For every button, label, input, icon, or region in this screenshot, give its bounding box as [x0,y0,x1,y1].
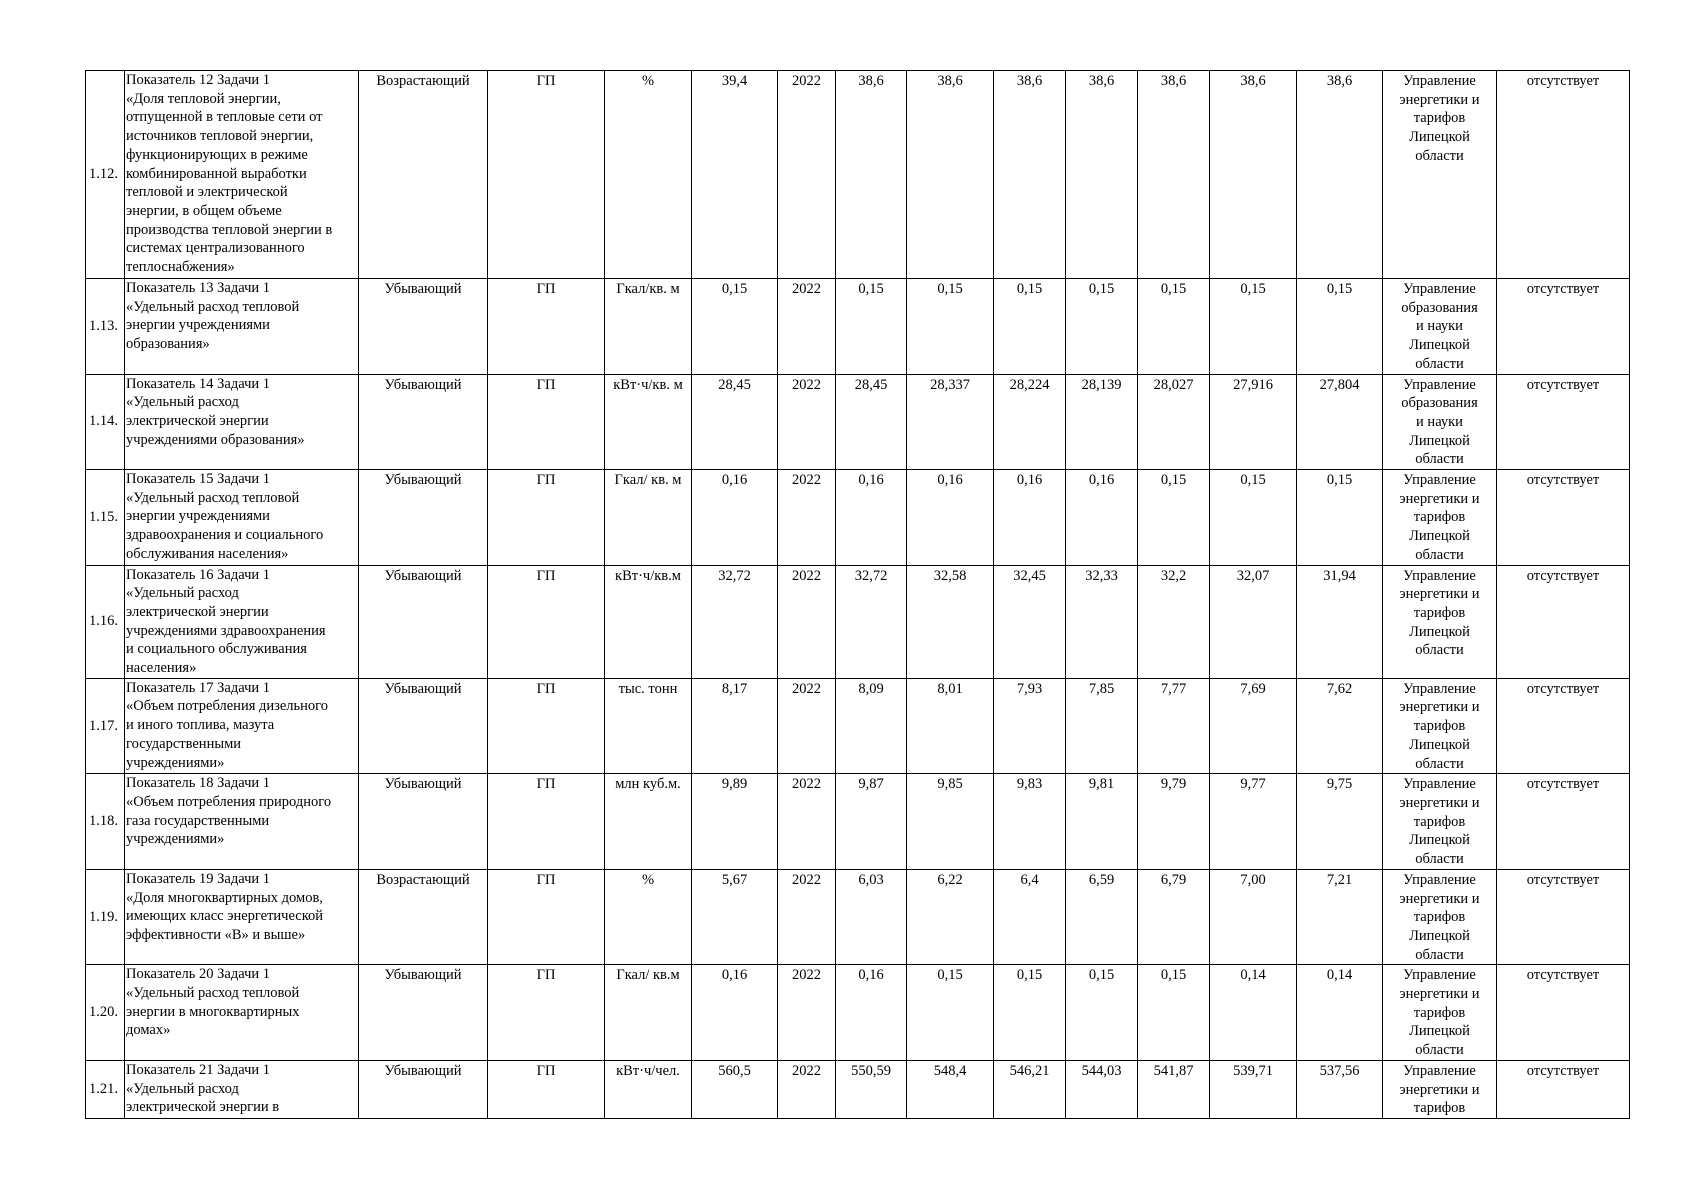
year-value: 9,75 [1297,774,1383,870]
indicator-unit: Гкал/кв. м [605,279,692,375]
indicator-name: Показатель 21 Задачи 1 «Удельный расход электрической энергии в [125,1060,359,1118]
base-year: 2022 [778,374,836,470]
year-value: 541,87 [1138,1060,1210,1118]
responsible-authority: Управление энергетики и тарифов Липецкой области [1383,678,1497,774]
row-number: 1.18. [86,774,125,870]
year-value: 9,81 [1066,774,1138,870]
year-value: 8,09 [836,678,907,774]
indicator-unit: Гкал/ кв.м [605,965,692,1061]
indicator-name: Показатель 16 Задачи 1 «Удельный расход электрической энергии учреждениями здравоохранения и социального обслуживания населения» [125,565,359,678]
row-number: 1.15. [86,470,125,566]
row-number: 1.17. [86,678,125,774]
year-value: 0,15 [907,279,994,375]
year-value: 27,804 [1297,374,1383,470]
indicator-level: ГП [488,965,605,1061]
year-value: 550,59 [836,1060,907,1118]
indicator-name: Показатель 19 Задачи 1 «Доля многоквартирных домов, имеющих класс энергетической эффективности «В» и выше» [125,869,359,965]
year-value: 7,85 [1066,678,1138,774]
indicator-name: Показатель 20 Задачи 1 «Удельный расход тепловой энергии в многоквартирных домах» [125,965,359,1061]
base-value: 0,16 [692,965,778,1061]
indicator-level: ГП [488,470,605,566]
indicator-name: Показатель 13 Задачи 1 «Удельный расход тепловой энергии учреждениями образования» [125,279,359,375]
year-value: 32,72 [836,565,907,678]
year-value: 0,15 [1066,965,1138,1061]
indicator-level: ГП [488,374,605,470]
year-value: 7,93 [994,678,1066,774]
base-value: 5,67 [692,869,778,965]
link-info: отсутствует [1497,71,1630,279]
year-value: 0,15 [1297,279,1383,375]
year-value: 28,337 [907,374,994,470]
year-value: 38,6 [836,71,907,279]
year-value: 0,15 [1138,279,1210,375]
base-value: 0,15 [692,279,778,375]
indicator-unit: кВт·ч/кв. м [605,374,692,470]
year-value: 9,83 [994,774,1066,870]
year-value: 0,16 [836,965,907,1061]
base-value: 39,4 [692,71,778,279]
indicator-name: Показатель 14 Задачи 1 «Удельный расход электрической энергии учреждениями образования» [125,374,359,470]
base-value: 0,16 [692,470,778,566]
indicator-name: Показатель 18 Задачи 1 «Объем потребления природного газа государственными учреждениями» [125,774,359,870]
year-value: 6,59 [1066,869,1138,965]
year-value: 0,15 [836,279,907,375]
row-number: 1.19. [86,869,125,965]
year-value: 32,58 [907,565,994,678]
link-info: отсутствует [1497,374,1630,470]
link-info: отсутствует [1497,965,1630,1061]
responsible-authority: Управление образования и науки Липецкой области [1383,279,1497,375]
responsible-authority: Управление энергетики и тарифов [1383,1060,1497,1118]
link-info: отсутствует [1497,774,1630,870]
base-value: 28,45 [692,374,778,470]
base-value: 560,5 [692,1060,778,1118]
year-value: 38,6 [1138,71,1210,279]
year-value: 28,139 [1066,374,1138,470]
year-value: 0,14 [1210,965,1297,1061]
document-page [85,70,1630,1119]
year-value: 7,21 [1297,869,1383,965]
table-row [86,279,1630,375]
year-value: 32,07 [1210,565,1297,678]
year-value: 6,03 [836,869,907,965]
base-year: 2022 [778,71,836,279]
year-value: 0,15 [1138,965,1210,1061]
indicator-trend: Возрастающий [359,869,488,965]
year-value: 546,21 [994,1060,1066,1118]
indicator-unit: млн куб.м. [605,774,692,870]
year-value: 9,77 [1210,774,1297,870]
row-number: 1.16. [86,565,125,678]
year-value: 0,15 [994,965,1066,1061]
year-value: 537,56 [1297,1060,1383,1118]
responsible-authority: Управление энергетики и тарифов Липецкой области [1383,470,1497,566]
indicator-unit: Гкал/ кв. м [605,470,692,566]
indicator-level: ГП [488,1060,605,1118]
year-value: 0,16 [836,470,907,566]
row-number: 1.14. [86,374,125,470]
indicator-level: ГП [488,678,605,774]
table-row [86,1060,1630,1118]
year-value: 0,15 [1210,279,1297,375]
indicator-unit: тыс. тонн [605,678,692,774]
indicator-trend: Убывающий [359,678,488,774]
indicator-trend: Убывающий [359,774,488,870]
indicator-trend: Убывающий [359,565,488,678]
year-value: 0,14 [1297,965,1383,1061]
year-value: 548,4 [907,1060,994,1118]
table-row [86,565,1630,678]
year-value: 0,15 [907,965,994,1061]
base-year: 2022 [778,965,836,1061]
base-value: 9,89 [692,774,778,870]
table-row [86,869,1630,965]
year-value: 0,16 [994,470,1066,566]
table-row [86,774,1630,870]
year-value: 8,01 [907,678,994,774]
table-row [86,470,1630,566]
indicator-name: Показатель 15 Задачи 1 «Удельный расход тепловой энергии учреждениями здравоохранения и социального обслуживания населения» [125,470,359,566]
year-value: 28,027 [1138,374,1210,470]
year-value: 6,79 [1138,869,1210,965]
link-info: отсутствует [1497,470,1630,566]
year-value: 7,69 [1210,678,1297,774]
year-value: 38,6 [994,71,1066,279]
link-info: отсутствует [1497,1060,1630,1118]
year-value: 6,4 [994,869,1066,965]
indicator-trend: Убывающий [359,965,488,1061]
link-info: отсутствует [1497,279,1630,375]
year-value: 539,71 [1210,1060,1297,1118]
base-year: 2022 [778,869,836,965]
year-value: 0,15 [994,279,1066,375]
responsible-authority: Управление энергетики и тарифов Липецкой области [1383,965,1497,1061]
year-value: 38,6 [907,71,994,279]
indicators-table-body [86,71,1630,1119]
indicator-unit: % [605,71,692,279]
year-value: 544,03 [1066,1060,1138,1118]
indicator-trend: Убывающий [359,1060,488,1118]
year-value: 9,85 [907,774,994,870]
base-value: 8,17 [692,678,778,774]
year-value: 7,62 [1297,678,1383,774]
indicator-level: ГП [488,774,605,870]
year-value: 9,79 [1138,774,1210,870]
year-value: 28,45 [836,374,907,470]
link-info: отсутствует [1497,869,1630,965]
row-number: 1.12. [86,71,125,279]
year-value: 28,224 [994,374,1066,470]
table-row [86,678,1630,774]
year-value: 27,916 [1210,374,1297,470]
responsible-authority: Управление энергетики и тарифов Липецкой области [1383,869,1497,965]
year-value: 38,6 [1066,71,1138,279]
year-value: 7,00 [1210,869,1297,965]
year-value: 7,77 [1138,678,1210,774]
year-value: 0,15 [1210,470,1297,566]
year-value: 0,15 [1138,470,1210,566]
indicators-table [85,70,1630,1119]
year-value: 31,94 [1297,565,1383,678]
year-value: 0,16 [907,470,994,566]
base-year: 2022 [778,1060,836,1118]
base-year: 2022 [778,565,836,678]
year-value: 9,87 [836,774,907,870]
link-info: отсутствует [1497,678,1630,774]
indicator-name: Показатель 17 Задачи 1 «Объем потребления дизельного и иного топлива, мазута государственными учреждениями» [125,678,359,774]
table-row [86,965,1630,1061]
year-value: 0,15 [1066,279,1138,375]
indicator-trend: Убывающий [359,470,488,566]
row-number: 1.21. [86,1060,125,1118]
indicator-level: ГП [488,71,605,279]
base-year: 2022 [778,774,836,870]
indicator-trend: Убывающий [359,279,488,375]
year-value: 32,2 [1138,565,1210,678]
year-value: 38,6 [1210,71,1297,279]
base-year: 2022 [778,470,836,566]
responsible-authority: Управление образования и науки Липецкой области [1383,374,1497,470]
indicator-level: ГП [488,869,605,965]
year-value: 0,15 [1297,470,1383,566]
table-row [86,71,1630,279]
link-info: отсутствует [1497,565,1630,678]
responsible-authority: Управление энергетики и тарифов Липецкой области [1383,71,1497,279]
indicator-trend: Возрастающий [359,71,488,279]
year-value: 0,16 [1066,470,1138,566]
year-value: 32,33 [1066,565,1138,678]
table-row [86,374,1630,470]
indicator-unit: % [605,869,692,965]
indicator-level: ГП [488,565,605,678]
base-year: 2022 [778,279,836,375]
indicator-level: ГП [488,279,605,375]
year-value: 6,22 [907,869,994,965]
indicator-unit: кВт·ч/чел. [605,1060,692,1118]
year-value: 38,6 [1297,71,1383,279]
row-number: 1.20. [86,965,125,1061]
indicator-trend: Убывающий [359,374,488,470]
row-number: 1.13. [86,279,125,375]
indicator-name: Показатель 12 Задачи 1 «Доля тепловой энергии, отпущенной в тепловые сети от источников тепловой энергии, функционирующих в режиме комбинированной выработки тепловой и электрической энергии, в общем объеме производства тепловой энергии в системах централизованного теплоснабжения» [125,71,359,279]
base-year: 2022 [778,678,836,774]
responsible-authority: Управление энергетики и тарифов Липецкой области [1383,774,1497,870]
base-value: 32,72 [692,565,778,678]
responsible-authority: Управление энергетики и тарифов Липецкой области [1383,565,1497,678]
year-value: 32,45 [994,565,1066,678]
indicator-unit: кВт·ч/кв.м [605,565,692,678]
